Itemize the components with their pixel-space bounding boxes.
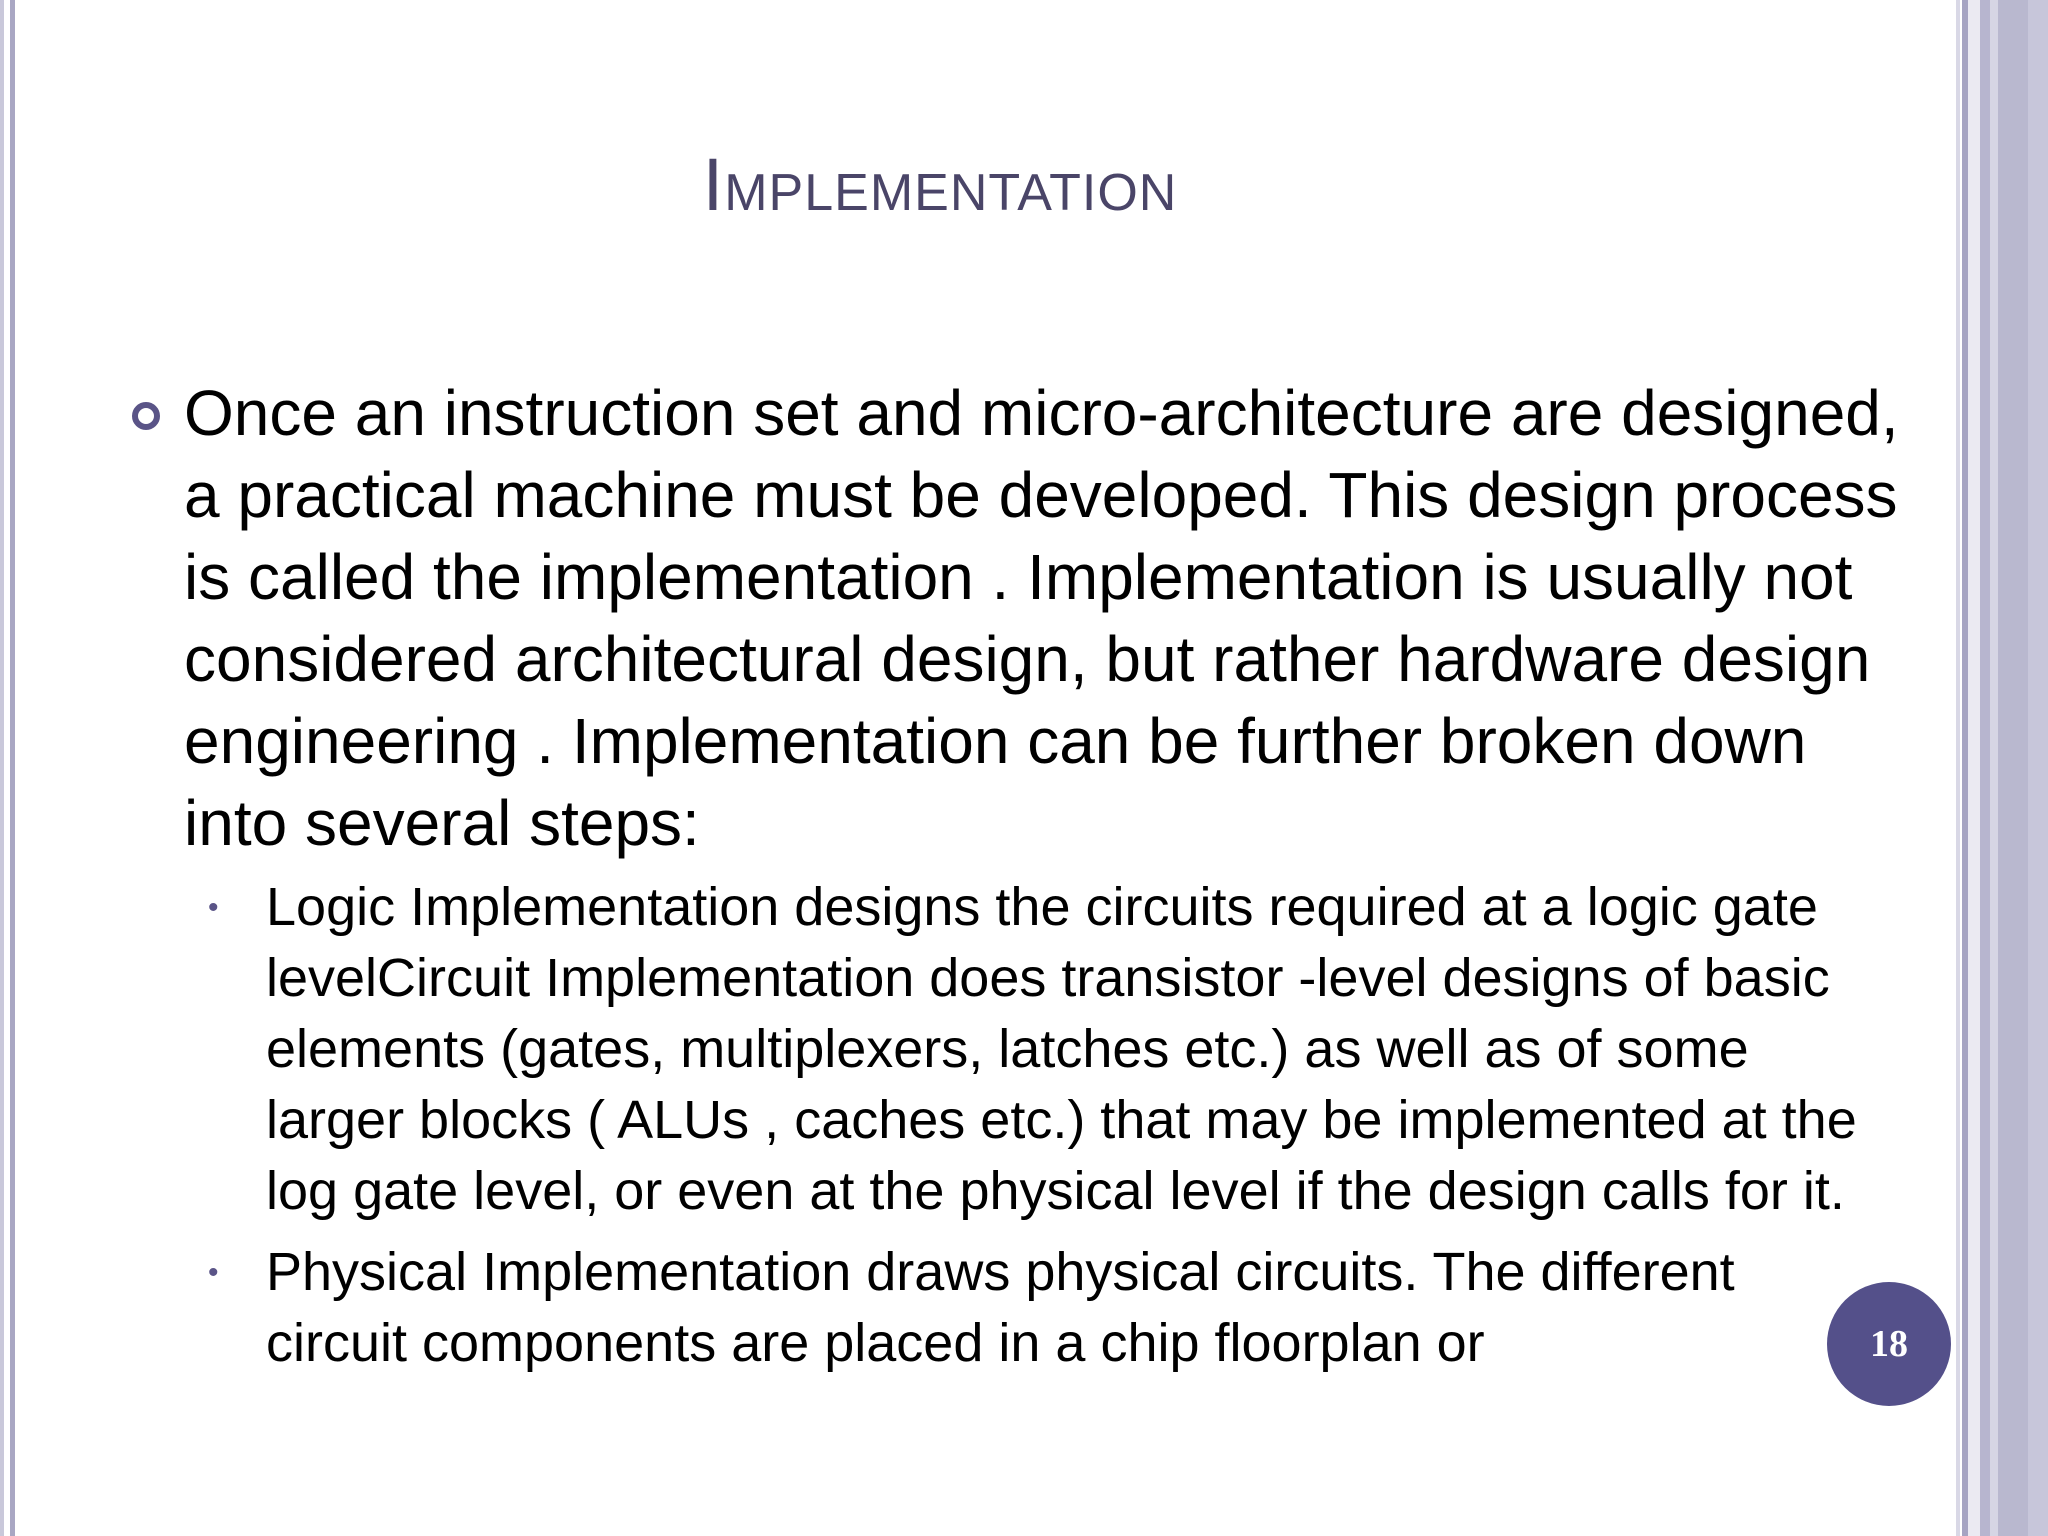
right-border-stripe — [2028, 0, 2048, 1536]
slide-title: Implementation — [702, 143, 1178, 226]
main-bullet-text: Once an instruction set and micro-architecture are designed, a practical machine must be developed. This design process is called the implementation . Implementation is usually not considered architectural design, but rather hardware design engineering . Implementation can be further broken down into several steps: — [184, 377, 1899, 859]
sub-bullet-text: Logic Implementation designs the circuits required at a logic gate levelCircuit Implementation does transistor -level designs of basic elements (gates, multiplexers, latches etc.) as well as of some larger blocks ( ALUs , caches etc.) that may be implemented at the log gate level, or even at the physical level if the design calls for it. — [266, 877, 1857, 1221]
dot-bullet-icon: • — [208, 1256, 219, 1289]
hollow-circle-bullet-icon — [132, 402, 160, 430]
right-border-stripe — [1980, 0, 1990, 1536]
sub-bullet-item — [208, 872, 1876, 1227]
page-number-badge: 18 — [1827, 1282, 1951, 1406]
right-border-stripe — [1956, 0, 1960, 1536]
right-border-stripe — [1968, 0, 1980, 1536]
right-border-stripe — [1998, 0, 2028, 1536]
slide-body — [184, 372, 1904, 1379]
left-border-line — [10, 0, 15, 1536]
dot-bullet-icon: • — [208, 891, 219, 924]
sub-bullet-text: Physical Implementation draws physical circuits. The different circuit components are placed in a chip floorplan or — [266, 1242, 1735, 1373]
left-border-line — [0, 0, 4, 1536]
right-border-stripe — [1990, 0, 1998, 1536]
main-bullet-item — [184, 372, 1904, 864]
sub-bullet-item — [208, 1237, 1876, 1379]
